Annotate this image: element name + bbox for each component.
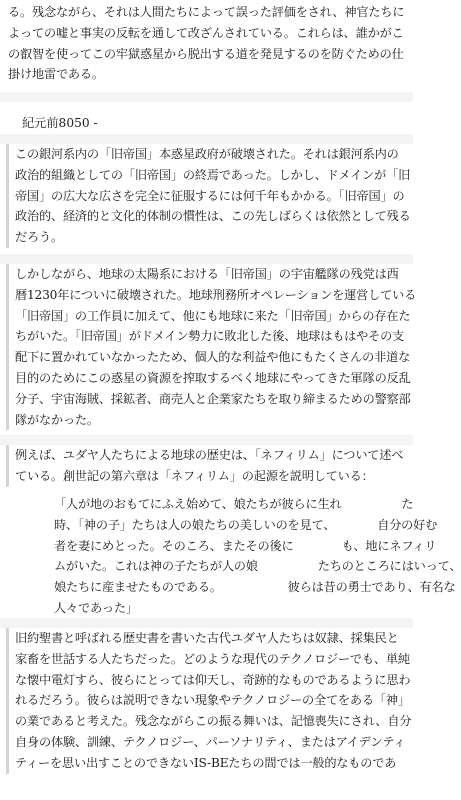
text-line: ティーを思い出すことのできないIS-BEたちの間では一般的なものであ	[15, 755, 397, 770]
text-line: 家畜を世話する人たちだった。どのような現代のテクノロジーでも、単純	[15, 651, 410, 666]
text-line: しかしながら、地球の太陽系における「旧帝国」の宇宙艦隊の残党は西	[15, 267, 399, 281]
section-divider	[0, 435, 413, 445]
text-line: 「旧帝国」の工作員に加えて、他にも地球に来た「旧帝国」からの存在た	[15, 308, 411, 323]
text-line: よっての嘘と事実の反転を通して改ざんされている。これらは、誰かがこ	[8, 25, 404, 40]
text-line: だろう。	[15, 230, 63, 245]
text-line: 政治的組織としての「旧帝国」の終焉であった。しかし、ドメインが「旧	[15, 167, 411, 182]
text-line: 政治的、経済的と文化的体制の慣性は、この先しばらくは依然として残る	[15, 209, 411, 224]
text-line: 配下に置かれていなかったため、個人的な利益や他にもたくさんの非道な	[15, 350, 411, 365]
text-line: この銀河系内の「旧帝国」本惑星政府が破壊された。それは銀河系内の	[15, 147, 399, 161]
section-divider	[0, 92, 413, 102]
section-divider	[0, 618, 413, 628]
intro-paragraph	[8, 2, 406, 85]
section-divider	[0, 254, 413, 264]
date-heading: 紀元前8050 -	[22, 116, 98, 130]
text-line: る。残念ながら、それは人間たちによって誤った評価をされ、神官たちに	[8, 5, 405, 19]
text-line: ている。創世記の第六章は「ネフィリム」の起源を説明している：	[15, 468, 374, 483]
quote-line: 時、「神の子」たちは人の娘たちの美しいのを見て、 自分の好む	[54, 517, 438, 532]
text-line: の業であると考えた。残念ながらこの振る舞いは、記憶喪失にされ、自分	[15, 714, 412, 729]
text-line: 分子、宇宙海賊、採鉱者、商売人と企業家たちを取り締まるための警察部	[15, 391, 411, 406]
section-divider	[0, 134, 413, 144]
text-line: 隊がなかった。	[15, 412, 99, 427]
quote-line: 娘たちに産ませたものである。 彼らは昔の勇士であり、有名な	[54, 580, 456, 595]
text-line: れるだろう。彼らは説明できない現象やテクノロジーの全てをある「神」	[15, 693, 410, 708]
quote-line: ムがいた。これは神の子たちが人の娘 たちのところにはいって、	[54, 559, 461, 574]
text-line: 自身の体験、訓練、テクノロジー、パーソナリティ、またはアイデンティ	[15, 734, 406, 749]
text-line: 目的のためにこの惑星の資源を搾取するべく地球にやってきた軍隊の反乱	[15, 370, 411, 385]
quote-line: 人々であった」	[54, 600, 138, 615]
text-line: の叡智を使ってこの牢獄惑星から脱出する道を発見するのを防ぐための仕	[8, 46, 404, 61]
paragraph-ancient-jews	[6, 628, 412, 774]
text-line: な懐中電灯すら、彼らにとっては仰天し、奇跡的なものであるように思わ	[15, 672, 411, 687]
text-line: 掛け地雷である。	[8, 67, 104, 82]
genesis-quote	[54, 494, 461, 619]
text-line: 旧約聖書と呼ばれる歴史書を書いた古代ユダヤ人たちは奴隷、採集民と	[15, 631, 399, 645]
text-line: 例えば、ユダヤ人たちによる地球の歴史は、「ネフィリム」について述べ	[15, 448, 404, 462]
paragraph-old-empire-destroyed	[6, 144, 411, 248]
text-line: 暦1230年についに破壊された。地球刑務所オペレーションを運営している	[15, 287, 417, 302]
text-line: ちがいた。「旧帝国」がドメイン勢力に敗北した後、地球はもはやその支	[15, 329, 405, 344]
paragraph-fleet-destroyed	[6, 264, 417, 430]
quote-line: 「人が地のおもてにふえ始めて、娘たちが彼らに生れ た	[54, 497, 414, 511]
text-line: 帝国」の広大な広さを完全に征服するには何千年もかかる。「旧帝国」の	[15, 188, 405, 203]
paragraph-nephilim-intro	[6, 445, 408, 487]
quote-line: 者を妻にめとった。そのころ、またその後に も、地にネフィリ	[54, 538, 437, 553]
